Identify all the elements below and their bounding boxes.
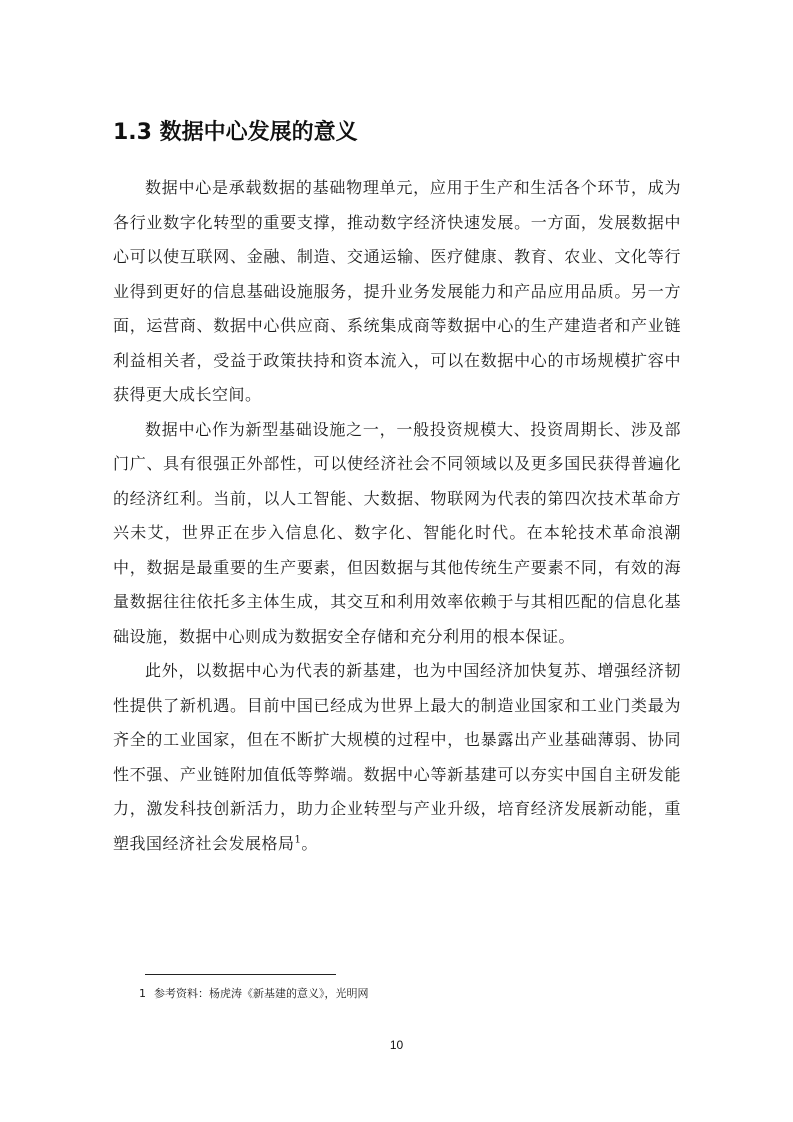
paragraph-2: 数据中心作为新型基础设施之一，一般投资规模大、投资周期长、涉及部门广、具有很强正外部性，可以使经济社会不同领域以及更多国民获得普遍化的经济红利。当前，以人工智能、大数据、物联网为代表的第四次技术革命方兴未艾，世界正在步入信息化、数字化、智能化时代。在本轮技术革命浪潮中，数据是最重要的生产要素，但因数据与其他传统生产要素不同，有效的海量数据往往依托多主体生成，其交互和利用效率依赖于与其相匹配的信息化基础设施，数据中心则成为数据安全存储和充分利用的根本保证。 — [113, 419, 681, 646]
footnote-text: 参考资料：杨虎涛《新基建的意义》，光明网 — [154, 987, 369, 1000]
footnote-reference: 1 — [294, 834, 302, 846]
footnote-divider — [145, 974, 336, 975]
body-text — [113, 171, 681, 861]
paragraph-3: 此外，以数据中心为代表的新基建，也为中国经济加快复苏、增强经济韧性提供了新机遇。目前中国已经成为世界上最大的制造业国家和工业门类最为齐全的工业国家，但在不断扩大规模的过程中，也暴露出产业基础薄弱、协同性不强、产业链附加值低等弊端。数据中心等新基建可以夯实中国自主研发能力，激发科技创新活力，助力企业转型与产业升级，培育经济发展新动能，重塑我国经济社会发展格局$^1$。 — [113, 661, 681, 853]
footnote-mark: 1 — [139, 987, 146, 1000]
section-heading: 1.3 数据中心发展的意义 — [113, 120, 358, 145]
footnote — [139, 986, 369, 1002]
paragraph-3-text: 此外，以数据中心为代表的新基建，也为中国经济加快复苏、增强经济韧性提供了新机遇。目前中国已经成为世界上最大的制造业国家和工业门类最为齐全的工业国家，但在不断扩大规模的过程中，也暴露出产业基础薄弱、协同性不强、产业链附加值低等弊端。数据中心等新基建可以夯实中国自主研发能力，激发科技创新活力，助力企业转型与产业升级，培育经济发展新动能，重塑我国经济社会发展格局 — [113, 661, 681, 853]
page-number: 10 — [389, 1038, 404, 1052]
paragraph-1: 数据中心是承载数据的基础物理单元，应用于生产和生活各个环节，成为各行业数字化转型的重要支撑，推动数字经济快速发展。一方面，发展数据中心可以使互联网、金融、制造、交通运输、医疗健康、教育、农业、文化等行业得到更好的信息基础设施服务，提升业务发展能力和产品应用品质。另一方面，运营商、数据中心供应商、系统集成商等数据中心的生产建造者和产业链利益相关者，受益于政策扶持和资本流入，可以在数据中心的市场规模扩容中获得更大成长空间。 — [113, 178, 681, 404]
